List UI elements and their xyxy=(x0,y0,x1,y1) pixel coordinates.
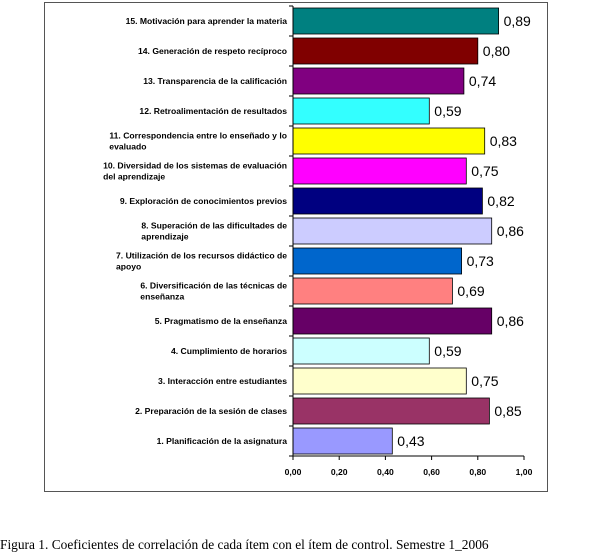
bar xyxy=(293,278,452,304)
x-tick-label: 0,20 xyxy=(330,467,348,477)
bar xyxy=(293,428,392,454)
category-label: del aprendizaje xyxy=(103,171,166,182)
category-label: 4. Cumplimiento de horarios xyxy=(170,346,287,356)
bar xyxy=(293,98,429,124)
bar-value-label: 0,43 xyxy=(397,433,425,449)
bar-value-label: 0,89 xyxy=(503,13,531,29)
x-tick-label: 0,60 xyxy=(423,467,440,477)
x-tick-label: 0,40 xyxy=(377,467,394,477)
bar xyxy=(293,368,466,394)
category-label: 11. Correspondencia entre lo enseñado y lo xyxy=(109,130,287,141)
bar-value-label: 0,59 xyxy=(434,103,462,119)
bar-value-label: 0,73 xyxy=(466,253,494,269)
category-label: 2. Preparación de la sesión de clases xyxy=(135,406,287,416)
bar xyxy=(293,158,466,184)
category-label: 14. Generación de respeto recíproco xyxy=(137,46,287,56)
bar-value-label: 0,75 xyxy=(471,373,499,389)
category-label: evaluado xyxy=(109,141,147,152)
x-tick-label: 0,80 xyxy=(469,467,487,477)
bar xyxy=(293,308,492,334)
category-label: aprendizaje xyxy=(141,231,189,242)
bar xyxy=(293,338,429,364)
bar xyxy=(293,38,478,64)
bar-value-label: 0,82 xyxy=(487,193,515,209)
category-label: 1. Planificación de la asignatura xyxy=(156,436,287,446)
category-label: apoyo xyxy=(116,261,142,272)
category-label: 5. Pragmatismo de la enseñanza xyxy=(154,316,287,326)
bar-value-label: 0,59 xyxy=(434,343,462,359)
x-tick-label: 0,00 xyxy=(284,467,302,477)
category-label: 7. Utilización de los recursos didáctico de xyxy=(116,250,287,261)
bar-value-label: 0,74 xyxy=(468,73,497,89)
bar-value-label: 0,80 xyxy=(482,43,511,59)
bar xyxy=(293,218,492,244)
bar-value-label: 0,69 xyxy=(457,283,485,299)
category-label: 12. Retroalimentación de resultados xyxy=(139,106,287,116)
bar xyxy=(293,8,499,34)
bar-value-label: 0,85 xyxy=(494,403,522,419)
category-label: 9. Exploración de conocimientos previos xyxy=(119,196,287,206)
bar-value-label: 0,75 xyxy=(471,163,499,179)
category-label: 13. Transparencia de la calificación xyxy=(143,76,287,86)
x-tick-label: 1,00 xyxy=(515,467,533,477)
bar-value-label: 0,86 xyxy=(496,223,524,239)
bar xyxy=(293,128,485,154)
bar xyxy=(293,248,462,274)
bar xyxy=(293,188,482,214)
bar-value-label: 0,83 xyxy=(489,133,517,149)
bar xyxy=(293,398,489,424)
figure-caption: Figura 1. Coeficientes de correlación de cada ítem con el ítem de control. Semestre 1_2006 xyxy=(0,537,489,552)
category-label: 3. Interacción entre estudiantes xyxy=(158,376,287,386)
bar xyxy=(293,68,464,94)
category-label: 15. Motivación para aprender la materia xyxy=(125,16,287,26)
category-label: 8. Superación de las dificultades de xyxy=(141,220,287,231)
category-label: 10. Diversidad de los sistemas de evaluación xyxy=(103,160,287,171)
category-label: enseñanza xyxy=(140,291,185,302)
bar-value-label: 0,86 xyxy=(496,313,524,329)
category-label: 6. Diversificación de las técnicas de xyxy=(140,280,287,291)
